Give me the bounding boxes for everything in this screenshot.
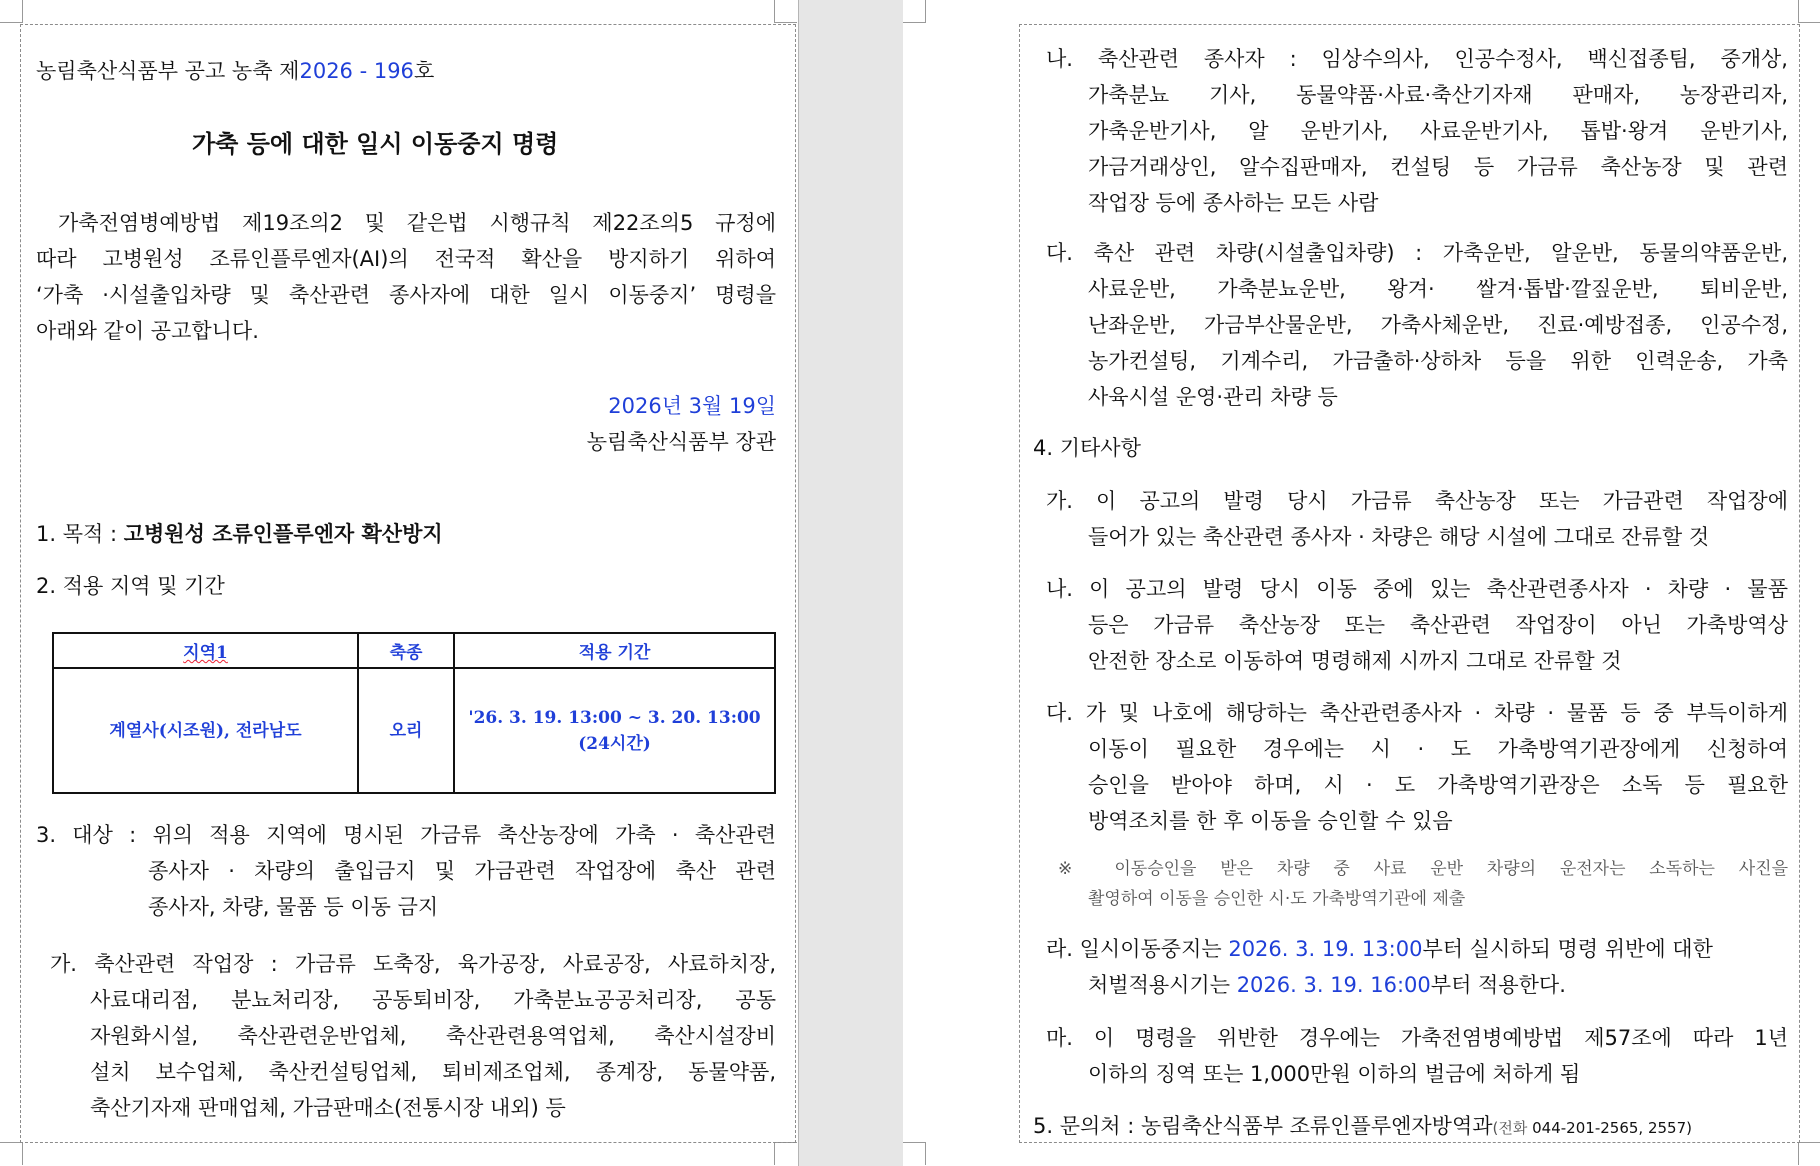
ma-line: 마. 이 명령을 위반한 경우에는 가축전염병예방법 제57조에 따라 1년 bbox=[1046, 1026, 1788, 1050]
s4-da-line: 승인을 받아야 하며, 시 · 도 가축방역기관장은 소독 등 필요한 bbox=[1088, 773, 1788, 797]
page-left bbox=[0, 0, 798, 1166]
header-period: 적용 기간 bbox=[454, 633, 775, 668]
period-line: (24시간) bbox=[578, 733, 651, 754]
section-4: 4. 기타사항 bbox=[1033, 436, 1141, 460]
crop-mark bbox=[1798, 0, 1820, 23]
crop-mark bbox=[774, 1142, 797, 1165]
s4-na-line: 안전한 장소로 이동하여 명령해제 시까지 그대로 잔류할 것 bbox=[1088, 649, 1622, 673]
s4-na-line: 등은 가금류 축산농장 또는 축산관련 작업장이 아닌 가축방역상 bbox=[1088, 613, 1788, 637]
note-line: ※ 이동승인을 받은 차량 중 사료 운반 차량의 운전자는 소독하는 사진을 bbox=[1058, 859, 1788, 879]
da-line: 사육시설 운영·관리 차량 등 bbox=[1088, 385, 1338, 409]
s4-na-line: 나. 이 공고의 발령 당시 이동 중에 있는 축산관련종사자 · 차량 · 물품 bbox=[1046, 577, 1788, 601]
section-5: 5. 문의처 : 농림축산식품부 조류인플루엔자방역과(전화 044-201-2565, 2557) bbox=[1033, 1114, 1692, 1138]
intro-line: 가축전염병예방법 제19조의2 및 같은법 시행규칙 제22조의5 규정에 bbox=[58, 211, 776, 235]
intro-line: ‘가축 ·시설출입차량 및 축산관련 종사자에 대한 일시 이동중지’ 명령을 bbox=[36, 283, 776, 307]
section-3-line: 3. 대상 : 위의 적용 지역에 명시된 가금류 축산농장에 가축 · 축산관련 bbox=[36, 823, 776, 847]
crop-mark bbox=[0, 1142, 23, 1165]
section-3-line: 종사자 · 차량의 출입금지 및 가금관련 작업장에 축산 관련 bbox=[148, 859, 776, 883]
table-header-row bbox=[53, 633, 775, 668]
notice-date: 2026년 3월 19일 bbox=[608, 394, 776, 418]
issuer: 농림축산식품부 장관 bbox=[586, 430, 776, 454]
na-line: 가금거래상인, 알수집판매자, 컨설팅 등 가금류 축산농장 및 관련 bbox=[1088, 155, 1788, 179]
ga-line: 자원화시설, 축산관련운반업체, 축산관련용역업체, 축산시설장비 bbox=[90, 1024, 776, 1048]
header-species: 축종 bbox=[358, 633, 454, 668]
na-line: 가축분뇨 기사, 동물약품·사료·축산기자재 판매자, 농장관리자, bbox=[1088, 83, 1788, 107]
s4-da-line: 방역조치를 한 후 이동을 승인할 수 있음 bbox=[1088, 809, 1453, 833]
cell-period bbox=[454, 668, 775, 793]
header-region: 지역1 bbox=[53, 633, 358, 668]
ga-line: 설치 보수업체, 축산컨설팅업체, 퇴비제조업체, 종계장, 동물약품, bbox=[90, 1060, 776, 1084]
ma-line: 이하의 징역 또는 1,000만원 이하의 벌금에 처하게 됨 bbox=[1088, 1062, 1581, 1086]
intro-line: 따라 고병원성 조류인플루엔자(AI)의 전국적 확산을 방지하기 위하여 bbox=[36, 247, 776, 271]
da-line: 다. 축산 관련 차량(시설출입차량) : 가축운반, 알운반, 동물의약품운반, bbox=[1046, 241, 1788, 265]
da-line: 농가컨설팅, 기계수리, 가금출하·상하차 등을 위한 인력운송, 가축 bbox=[1088, 349, 1788, 373]
note-line: 촬영하여 이동을 승인한 시·도 가축방역기관에 제출 bbox=[1088, 889, 1466, 909]
cell-species: 오리 bbox=[358, 668, 454, 793]
period-line: '26. 3. 19. 13:00 ~ 3. 20. 13:00 bbox=[468, 707, 761, 728]
table-row bbox=[53, 668, 775, 793]
page-title: 가축 등에 대한 일시 이동중지 명령 bbox=[192, 129, 559, 158]
ga-line: 가. 축산관련 작업장 : 가금류 도축장, 육가공장, 사료공장, 사료하치장, bbox=[50, 952, 776, 976]
s4-ga-line: 들어가 있는 축산관련 종사자 · 차량은 해당 시설에 그대로 잔류할 것 bbox=[1088, 525, 1710, 549]
da-line: 난좌운반, 가금부산물운반, 가축사체운반, 진료·예방접종, 인공수정, bbox=[1088, 313, 1788, 337]
na-line: 가축운반기사, 알 운반기사, 사료운반기사, 톱밥·왕겨 운반기사, bbox=[1088, 119, 1788, 143]
s4-da-line: 이동이 필요한 경우에는 시 · 도 가축방역기관장에게 신청하여 bbox=[1088, 737, 1788, 761]
ga-line: 축산기자재 판매업체, 가금판매소(전통시장 내외) 등 bbox=[90, 1096, 566, 1120]
ga-line: 사료대리점, 분뇨처리장, 공동퇴비장, 가축분뇨공공처리장, 공동 bbox=[90, 988, 776, 1012]
section-3-line: 종사자, 차량, 물품 등 이동 금지 bbox=[148, 895, 439, 919]
da-line: 사료운반, 가축분뇨운반, 왕겨· 쌀겨·톱밥·깔짚운반, 퇴비운반, bbox=[1088, 277, 1788, 301]
crop-mark bbox=[903, 0, 926, 23]
na-line: 작업장 등에 종사하는 모든 사람 bbox=[1088, 191, 1379, 215]
ra-line: 처벌적용시기는 2026. 3. 19. 16:00부터 적용한다. bbox=[1088, 973, 1566, 997]
na-line: 나. 축산관련 종사자 : 임상수의사, 인공수정사, 백신접종팀, 중개상, bbox=[1046, 47, 1788, 71]
region-table bbox=[52, 632, 776, 794]
crop-mark bbox=[774, 0, 797, 23]
page-right bbox=[903, 0, 1820, 1166]
cell-region: 계열사(시조원), 전라남도 bbox=[53, 668, 358, 793]
ra-line: 라. 일시이동중지는 2026. 3. 19. 13:00부터 실시하되 명령 위반에 대한 bbox=[1046, 937, 1713, 961]
s4-da-line: 다. 가 및 나호에 해당하는 축산관련종사자 · 차량 · 물품 등 중 부득이하게 bbox=[1046, 701, 1788, 725]
intro-line: 아래와 같이 공고합니다. bbox=[36, 319, 259, 343]
s4-ga-line: 가. 이 공고의 발령 당시 가금류 축산농장 또는 가금관련 작업장에 bbox=[1046, 489, 1788, 513]
section-2: 2. 적용 지역 및 기간 bbox=[36, 574, 225, 598]
section-1: 1. 목적 : 고병원성 조류인플루엔자 확산방지 bbox=[36, 522, 443, 546]
page-gutter bbox=[798, 0, 904, 1166]
crop-mark bbox=[0, 0, 23, 23]
notice-number: 농림축산식품부 공고 농축 제2026 - 196호 bbox=[36, 59, 435, 83]
crop-mark bbox=[1798, 1142, 1820, 1165]
crop-mark bbox=[903, 1142, 926, 1165]
